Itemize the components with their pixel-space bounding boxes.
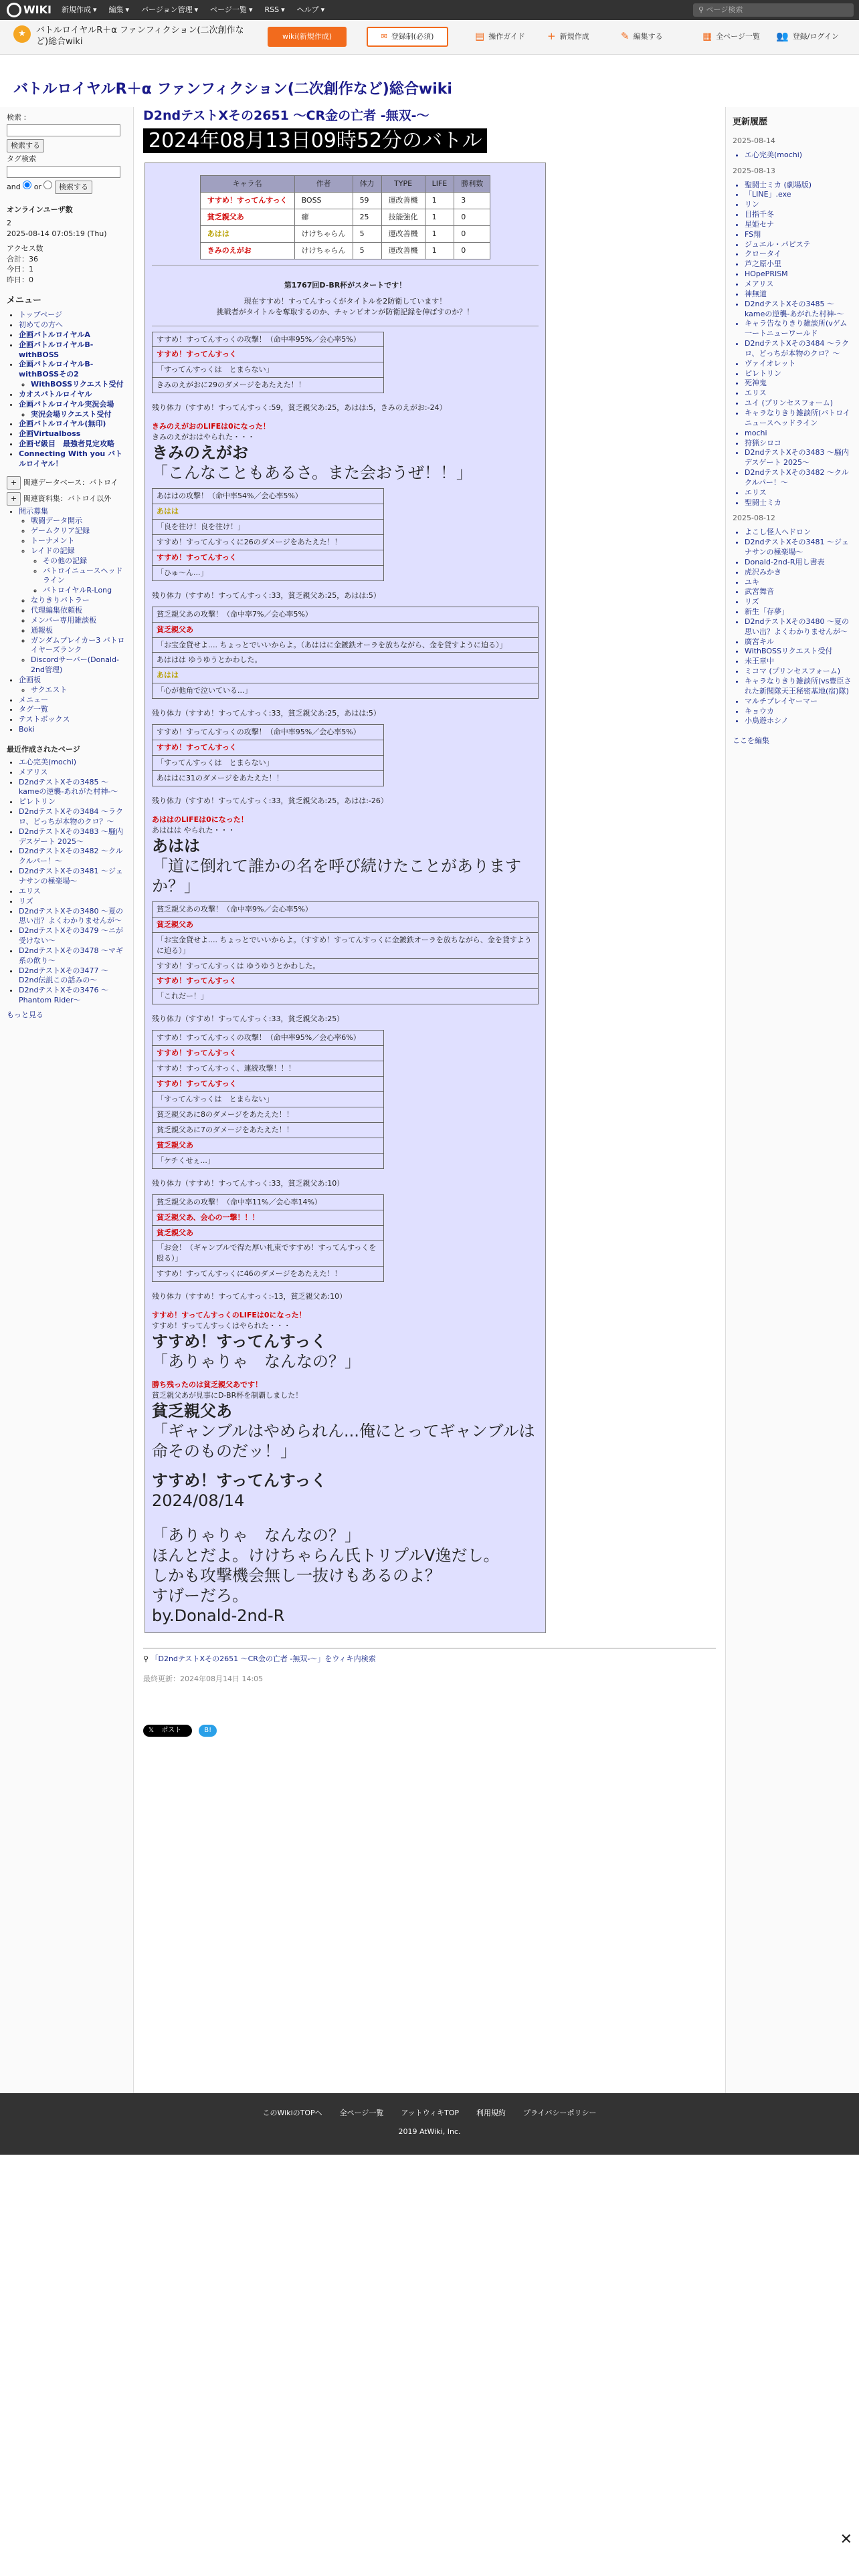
mail-icon: ✉ — [381, 32, 387, 41]
attack-line: あははの攻撃！（命中率54%／会心率5%） — [157, 492, 302, 501]
sidebar-search-button[interactable]: 検索する — [7, 139, 44, 152]
attack-block — [152, 607, 539, 700]
history-link[interactable]: 武宮舞音 — [745, 587, 774, 597]
last-words: 「こんなこともあるさ。また会おうぜ！！」 — [152, 463, 473, 483]
register-button[interactable]: ✉ 登録制(必須) — [367, 27, 448, 47]
sidebar-item[interactable]: その他の記録 — [43, 556, 87, 565]
history-link[interactable]: よこし怪人ヘドロン — [745, 528, 811, 537]
attack-line: 「ケチくせぇ...」 — [153, 1153, 383, 1168]
battle-heading: 2024年08月13日09時52分のバトル — [143, 128, 487, 154]
sidebar-item[interactable]: 企画バトルロイヤルB-withBOSS — [19, 340, 94, 359]
table-row: きみのえがお けけちゃらん 5 運改善機 1 0 — [200, 242, 490, 259]
attack-line: 「お宝金貸せよ.... ちょっとでいいからよ。（あははに金鍍鉄オーラを放ちながら、金を貸すように迫る）」 — [153, 637, 538, 653]
last-words-name: すすめ！すってんすっく — [152, 1332, 327, 1352]
sidebar-item[interactable]: バトロイニュースヘッドライン — [43, 566, 123, 585]
knockout-block: きみのえがおのLIFEは0になった！ きみのえがおはやられた・・・ — [152, 422, 270, 442]
attack-line: 「ひゅ〜ん...」 — [153, 565, 383, 580]
remaining-hp: 残り体力（すすめ！すってんすっく:33，貧乏親父あ:25，あはは:-26） — [152, 796, 388, 805]
history-link[interactable]: D2ndテストXその3484 〜ラクロ、どっちが本物のクロ？〜 — [745, 339, 850, 358]
last-words-name: あはは — [152, 836, 200, 855]
or-radio[interactable] — [43, 181, 52, 189]
tag-search-input[interactable] — [7, 166, 120, 178]
sidebar-item[interactable]: メニュー — [19, 695, 48, 704]
hatena-bookmark-button[interactable]: B! — [199, 1725, 217, 1737]
sidebar-item[interactable]: 通報板 — [31, 625, 53, 635]
recent-page-link[interactable]: リズ — [19, 896, 33, 905]
login-button[interactable]: 👥 登録/ログイン — [769, 27, 846, 47]
menu-new[interactable]: 新規作成 ▾ — [62, 5, 97, 15]
history-link[interactable]: 新生「存夢」 — [745, 607, 789, 617]
guide-icon: ▤ — [475, 30, 485, 43]
remaining-hp: 残り体力（すすめ！すってんすっく:33，貧乏親父あ:25，あはは:5） — [152, 709, 381, 718]
sidebar-search-input[interactable] — [7, 124, 120, 136]
footer-link-atwiki[interactable]: アットウィキTOP — [401, 2109, 460, 2117]
users-icon: 👥 — [776, 30, 789, 43]
last-words: 「ギャンブルはやめられん...俺にとってギャンブルは命そのものだッ！」 — [152, 1421, 535, 1461]
tag-search-button[interactable]: 検索する — [55, 181, 92, 194]
recent-page-link[interactable]: エリス — [19, 886, 41, 895]
attack-block — [152, 724, 384, 786]
history-link[interactable]: キョウカ — [745, 706, 774, 716]
sidebar-submenu — [7, 507, 126, 735]
recent-page-link[interactable]: D2ndテストXその3481 〜ジェナサンの極楽場〜 — [19, 867, 123, 885]
history-link[interactable]: エ心完美(mochi) — [745, 150, 803, 159]
more-link[interactable]: もっと見る — [7, 1010, 43, 1019]
history-link[interactable]: リン — [745, 200, 759, 209]
sidebar-item[interactable]: 初めての方へ — [19, 320, 63, 329]
attack-line: すすめ！すってんすっく — [153, 1076, 383, 1091]
main-content: D2ndテストXその2651 〜CR金の亡者 -無双-〜 2024年08月13日09時52分のバトル キャラ名 作者 体力 TYPE LIFE 勝利数 すすめ！すってんすっく BOSS 59 運改善機 1 3 貧乏親父あ 癖 25 技能強化 1 0 あはは けけちゃらん 5 運改善機 1 0 きみのえがお けけちゃらん 5 運改善機 1 0 第1767回D-BR杯がスタートです！ 現在すすめ！すってんすっくがタイトルを2防衛しています！ 挑戦者がタイトルを奪取するのか、チャンピオンが防衛記録を伸ばすのか？！ すすめ！すってんすっくの攻撃！（命中率95%／会心率5%） すすめ！すってんすっく 「すってんすっくは とまらない」 きみのえがおに29のダメージをあたえた！！ 残り体力（すすめ！すってんすっく:59，貧乏親父あ:25，あはは:5，きみのえがお:-24） きみのえがおのLIFEは0になった！ きみのえがおはやられた・・・ きみのえがお 「こんなこともあるさ。また会おうぜ！！」 あははの攻撃！（命中率54%／会心率5%） あはは 「良を往け！良を往け！」 すすめ！すってんすっくに26のダメージをあたえた！！ すすめ！すってんすっく 「ひゅ〜ん...」 残り体力（すすめ！すってんすっく:33，貧乏親父あ:25，あはは:5） 貧乏親父あの攻撃！（命中率7%／会心率5%） 貧乏親父あ 「お宝金貸せよ.... ちょっとでいいからよ。（あははに金鍍鉄オーラを放ちながら、金を貸すように迫る）」 あははは ゆうゆうとかわした。 あはは 「心が他角で泣いている...」 残り体力（すすめ！すってんすっく:33，貧乏親父あ:25，あはは:5） すすめ！すってんすっくの攻撃！（命中率95%／会心率5%） すすめ！すってんすっく 「すってんすっくは とまらない」 あははに31のダメージをあたえた！！ 残り体力（すすめ！すってんすっく:33，貧乏親父あ:25，あはは:-26） あははのLIFEは0になった！ あははは やられた・・・ あはは 「道に倒れて誰かの名を呼び続けたことがありますか？」 貧乏親父あの攻撃！（命中率9%／会心率5%） 貧乏親父あ 「お宝金貸せよ.... ちょっとでいいからよ。（すすめ！すってんすっくに金鍍鉄オーラを放ちながら、金を貸すように迫る）」 すすめ！すってんすっくは ゆうゆうとかわした。 すすめ！すってんすっく 「これだー！」 残り体力（すすめ！すってんすっく:33，貧乏親父あ:25） すすめ！すってんすっくの攻撃！（命中率95%／会心率6%） すすめ！すってんすっく すすめ！すってんすっく、連続攻撃！！！ すすめ！すってんすっく 「すってんすっくは とまらない」 貧乏親父あに8のダメージをあたえた！！ 貧乏親父あに7のダメージをあたえた！！ 貧乏親父あ 「ケチくせぇ...」 残り体力（すすめ！すってんすっく:33，貧乏親父あ:10） 貧乏親父あの攻撃！（命中率11%／会心率14%） 貧乏親父あ、会心の一撃！！！ 貧乏親父あ 「お金！（ギャンブルで得た厚い札束ですすめ！すってんすっくを殴る）」 すすめ！すってんすっくに46のダメージをあたえた！！ 残り体力（すすめ！すってんすっく:-13，貧乏親父あ:10） すすめ！すってんすっくのLIFEは0になった！ すすめ！すってんすっくはやられた・・・ すすめ！すってんすっく 「ありゃりゃ なんなの？」 勝ち残ったのは貧乏親父あです！ 貧乏親父あが見事にD-BR杯を制覇しました！ 貧乏親父あ 「ギャンブルはやめられん...俺にとってギャンブルは命そのものだッ！」 すすめ！すってんすっく 2024/08/14 「ありゃりゃ なんなの？」 ほんとだよ。けけちゃらん氏トリプルV逸だし。 しかも攻撃機会無し一抜けもあるのよ？ すげーだろ。 by.Donald-2nd-R ⚲ 「D2ndテストXその2651 〜CR金の亡者 -無双-〜」をウィキ内検索 最終更新：2024年08月14日 14:05 𝕏 ポスト B! — [143, 107, 716, 1737]
sidebar-item[interactable]: 開示募集 — [19, 506, 48, 516]
attack-line: 「すってんすっくは とまらない」 — [153, 1091, 383, 1107]
top-bar — [0, 0, 859, 20]
attack-line: すすめ！すってんすっくの攻撃！（命中率95%／会心率5%） — [157, 728, 361, 737]
attack-line: 貧乏親父あに8のダメージをあたえた！！ — [153, 1107, 383, 1122]
history-link[interactable]: メアリス — [745, 280, 774, 288]
history-link[interactable]: D2ndテストXその3485 〜kameの逆襲-あがれた村神-〜 — [745, 299, 844, 318]
menu-pages[interactable]: ページ一覧 ▾ — [210, 5, 253, 15]
site-icon: ★ — [13, 25, 31, 43]
attack-block — [152, 1194, 384, 1283]
footer-link-pages[interactable]: 全ページ一覧 — [339, 2109, 384, 2117]
menu-version[interactable]: バージョン管理 ▾ — [141, 5, 199, 15]
sidebar-item[interactable]: 実況会場リクエスト受付 — [31, 409, 112, 419]
attack-line: 「これだー！」 — [153, 988, 538, 1004]
history-link[interactable]: 聖闘士ミカ (劇場版) — [745, 180, 812, 189]
sidebar-item[interactable]: 企画バトルロイヤル(無印) — [19, 419, 106, 429]
history-link[interactable]: 神無道 — [745, 289, 767, 298]
last-words-name: 貧乏親父あ — [152, 1401, 232, 1420]
sidebar-item[interactable]: なりきりバトラー — [31, 596, 90, 605]
site-search-link[interactable]: 「D2ndテストXその2651 〜CR金の亡者 -無双-〜」をウィキ内検索 — [151, 1654, 376, 1663]
history-link[interactable]: WithBOSSリクエスト受付 — [745, 647, 833, 656]
sidebar-item[interactable]: 戦闘データ開示 — [31, 516, 82, 526]
attack-line: 貧乏親父あ — [153, 917, 538, 932]
sidebar-item[interactable]: 企画バトルロイヤル実況会場 — [19, 399, 114, 409]
last-words: 「道に倒れて誰かの名を呼び続けたことがありますか？」 — [152, 856, 521, 895]
last-words: 「ありゃりゃ なんなの？」 — [152, 1352, 361, 1372]
sidebar-item[interactable]: Discordサーバー(Donald-2nd管理) — [31, 655, 120, 675]
pencil-icon: ✎ — [621, 30, 630, 43]
history-link[interactable]: D2ndテストXその3483 〜騒内デスゲート 2025〜 — [745, 448, 850, 467]
sidebar-item[interactable]: 企画Virtualboss — [19, 429, 81, 439]
sidebar-item[interactable]: メンバー専用雑談板 — [31, 615, 97, 625]
footer-link-privacy[interactable]: プライバシーポリシー — [523, 2109, 597, 2117]
history-link[interactable]: 聖闘士ミカ — [745, 498, 781, 507]
site-header — [0, 20, 859, 55]
attack-block — [152, 332, 384, 394]
history-list — [733, 150, 852, 160]
sidebar-menu — [7, 310, 126, 469]
create-wiki-button[interactable]: wiki(新規作成) — [268, 27, 347, 47]
sidebar-item[interactable]: トップページ — [19, 310, 63, 320]
edit-button[interactable]: ✎ 編集する — [614, 27, 670, 47]
history-link[interactable]: キャラ告なりきり雑談所(vゲム一ートニューワールド — [745, 319, 848, 338]
expand-button[interactable]: + — [7, 476, 21, 490]
remaining-hp: 残り体力（すすめ！すってんすっく:33，貧乏親父あ:25，あはは:5） — [152, 591, 381, 600]
attack-line: すすめ！すってんすっくの攻撃！（命中率95%／会心率5%） — [157, 334, 361, 344]
history-link[interactable]: ジュエル・パピステ — [745, 239, 811, 249]
attack-line: すすめ！すってんすっくは ゆうゆうとかわした。 — [153, 958, 538, 974]
history-link[interactable]: 目指千冬 — [745, 210, 774, 219]
left-sidebar: 検索 : 検索する タグ検索 and or 検索する オンラインユーザ数 2 2025-08-14 07:05:19 (Thu) アクセス数 合計：36 今日：1 昨日：0 メニュー • トップページ • 初めての方へ • 企画バトルロイヤルA • 企画バトルロイヤルB-withBOSS • 企画バトルロイヤルB-withBOSSその2 ◦ WithBOSSリクエスト受付 • カオスバトルロイヤル • 企画バトルロイヤル実況会場 ◦ 実況会場リクエスト受付 • 企画バトルロイヤル(無印) • 企画Virtualboss • 企画ゼ級目 最強者見定攻略 • Connecting With you バトルロイヤル！ + 関連データベース：バトロイ + 関連資料集：バトロイ以外 • 開示募集 ◦ 戦闘データ開示 ◦ ゲームクリア記録 ◦ トーナメント ◦ レイドの記録 ◦ その他の記録 ◦ バトロイニュースヘッドライン ◦ バトロイヤルR-Long ◦ なりきりバトラー ◦ 代理編集依頼板 ◦ メンバー専用雑談板 ◦ 通報板 ◦ ガンダムブレイカー3 バトロイヤーズランク ◦ Discordサーバー(Donald-2nd管理) • 企画板 ◦ サクエスト • メニュー • タグ一覧 • テストボックス • Boki 最近作成されたページ • エ心完美(mochi) • メアリス • D2ndテストXその3485 〜kameの逆襲-あれがた村神-〜 • ピレトリン • D2ndテストXその3484 〜ラクロ、どっちが本物のクロ？〜 • D2ndテストXその3483 〜騒内デスゲート 2025〜 • D2ndテストXその3482 〜クルクルパー！〜 • D2ndテストXその3481 〜ジェナサンの極楽場〜 • エリス • リズ • D2ndテストXその3480 〜夏の思い出？よくわかりませんが〜 • D2ndテストXその3479 〜ニが受けない〜 • D2ndテストXその3478 〜マギ系の飲り〜 • D2ndテストXその3477 〜D2nd伝説この話みの〜 • D2ndテストXその3476 〜Phantom Rider〜 もっと見る — [0, 107, 134, 2113]
history-link[interactable]: クロータイ — [745, 249, 781, 259]
attack-line: すすめ！すってんすっくに26のダメージをあたえた！！ — [153, 534, 383, 550]
atwiki-logo[interactable]: WIKI — [0, 0, 62, 20]
battle-log — [145, 163, 546, 1633]
footer-link-terms[interactable]: 利用規約 — [476, 2109, 506, 2117]
attack-line: あははは ゆうゆうとかわした。 — [153, 652, 538, 667]
tweet-button[interactable]: 𝕏 ポスト — [143, 1725, 192, 1737]
sidebar-item[interactable]: 代理編集依頼板 — [31, 605, 82, 615]
table-row: あはは けけちゃらん 5 運改善機 1 0 — [200, 225, 490, 242]
sidebar-item[interactable]: トーナメント — [31, 536, 75, 546]
history-link[interactable]: 未王章中 — [745, 657, 774, 666]
attack-line: 「心が他角で泣いている...」 — [153, 683, 538, 698]
attack-line: 「お金！（ギャンブルで得た厚い札束ですすめ！すってんすっくを殴る）」 — [153, 1240, 383, 1266]
history-list — [733, 528, 852, 726]
remaining-hp: 残り体力（すすめ！すってんすっく:33，貧乏親父あ:10） — [152, 1178, 345, 1188]
knockout-block: あははのLIFEは0になった！ あははは やられた・・・ — [152, 815, 248, 835]
menu-help[interactable]: ヘルプ ▾ — [296, 5, 325, 15]
history-link[interactable]: D2ndテストXその3480 〜夏の思い出？よくわかりませんが〜 — [745, 617, 850, 636]
battle-start: 第1767回D-BR杯がスタートです！ 現在すすめ！すってんすっくがタイトルを2防衛しています！ 挑戦者がタイトルを奪取するのか、チャンピオンが防衛記録を伸ばすのか？！ — [216, 280, 474, 316]
recent-page-link[interactable]: D2ndテストXその3485 〜kameの逆襲-あれがた村神-〜 — [19, 777, 118, 796]
menu-edit[interactable]: 編集 ▾ — [108, 5, 130, 15]
history-link[interactable]: エリス — [745, 389, 767, 398]
last-words-name: きみのえがお — [152, 443, 248, 463]
knockout-block: 勝ち残ったのは貧乏親父あです！ 貧乏親父あが見事にD-BR杯を制覇しました！ — [152, 1380, 303, 1400]
attack-line: すすめ！すってんすっく、連続攻撃！！！ — [153, 1061, 383, 1076]
all-pages-button[interactable]: ▦ 全ページ一覧 — [696, 27, 767, 47]
attack-line: 貧乏親父あの攻撃！（命中率9%／会心率5%） — [157, 904, 312, 914]
attack-line: 「良を往け！良を往け！」 — [153, 519, 383, 534]
attack-line: きみのえがおに29のダメージをあたえた！！ — [153, 377, 383, 393]
history-link[interactable]: ヴァイオレット — [745, 358, 796, 368]
battle-events — [152, 332, 539, 1461]
sidebar-item[interactable]: テストボックス — [19, 715, 70, 724]
sidebar-item[interactable]: 企画バトルロイヤルB-withBOSSその2 — [19, 360, 94, 379]
attack-line: あはは — [153, 667, 538, 683]
sidebar-item[interactable]: 企画ゼ級目 最強者見定攻略 — [19, 439, 114, 449]
history-link[interactable]: キャラなりきり雑談所(vs豊臣された新聞隊天王秘密基地(宿)隊) — [745, 677, 852, 695]
remaining-hp: 残り体力（すすめ！すってんすっく:-13，貧乏親父あ:10） — [152, 1292, 347, 1301]
history-link[interactable]: リズ — [745, 597, 759, 607]
history-link[interactable]: 芦之原小里 — [745, 259, 781, 269]
attack-line: 「お宝金貸せよ.... ちょっとでいいからよ。（すすめ！すってんすっくに金鍍鉄オーラを放ちながら、金を貸すように迫る）」 — [153, 932, 538, 958]
history-link[interactable]: 星姫セナ — [745, 219, 774, 229]
attack-line: 貧乏親父あ — [153, 622, 538, 637]
history-link[interactable]: HOpePRISM — [745, 270, 788, 279]
sidebar-item[interactable]: ゲームクリア記録 — [31, 526, 90, 536]
history-link[interactable]: D2ndテストXその3482 〜クルクルパー！〜 — [745, 468, 849, 487]
recent-page-link[interactable]: D2ndテストXその3480 〜夏の思い出？よくわかりませんが〜 — [19, 906, 124, 926]
history-link[interactable]: ユキ — [745, 577, 759, 586]
attack-line: あははに31のダメージをあたえた！！ — [153, 770, 383, 786]
history-date: 2025-08-14 — [733, 136, 775, 145]
knockout-block: すすめ！すってんすっくのLIFEは0になった！ すすめ！すってんすっくはやられた・・・ — [152, 1311, 306, 1331]
history-link[interactable]: 虎沢みかき — [745, 567, 781, 576]
sidebar-item[interactable]: Connecting With you バトルロイヤル！ — [19, 449, 122, 468]
recent-page-link[interactable]: D2ndテストXその3478 〜マギ系の飲り〜 — [19, 946, 124, 965]
status-table: キャラ名 作者 体力 TYPE LIFE 勝利数 すすめ！すってんすっく BOSS 59 運改善機 1 3 貧乏親父あ 癖 25 技能強化 1 0 あはは けけちゃらん 5 運改善機 1 0 きみのえがお けけちゃらん 5 運改善機 1 0 — [200, 175, 490, 259]
battle-ending: すすめ！すってんすっく 2024/08/14 「ありゃりゃ なんなの？」 ほんとだよ。けけちゃらん氏トリプルV逸だし。 しかも攻撃機会無し一抜けもあるのよ？ すげーだろ。 by.Donald-2nd-R — [152, 1471, 500, 1625]
close-icon[interactable]: ✕ — [840, 2531, 852, 2548]
sidebar-item[interactable]: WithBOSSリクエスト受付 — [31, 380, 124, 389]
footer-link-top[interactable]: このWikiのTOPへ — [262, 2109, 322, 2117]
history-link[interactable]: D2ndテストXその3481 〜ジェナサンの極楽場〜 — [745, 538, 849, 557]
recent-page-link[interactable]: D2ndテストXその3476 〜Phantom Rider〜 — [19, 986, 109, 1005]
recent-page-link[interactable]: エ心完美(mochi) — [19, 757, 77, 766]
edit-here-link[interactable]: ここを編集 — [733, 736, 769, 746]
expand-button[interactable]: + — [7, 492, 21, 506]
attack-block — [152, 901, 539, 1005]
history-link[interactable]: 小鳥遊ホシノ — [745, 716, 789, 726]
sidebar-item[interactable]: ガンダムブレイカー3 バトロイヤーズランク — [31, 635, 125, 655]
table-row: 貧乏親父あ 癖 25 技能強化 1 0 — [200, 209, 490, 225]
list-icon: ▦ — [702, 30, 712, 43]
attack-line: すすめ！すってんすっくの攻撃！（命中率95%／会心率6%） — [157, 1033, 361, 1043]
new-page-button[interactable]: + 新規作成 — [541, 27, 596, 47]
attack-line: すすめ！すってんすっく — [153, 550, 383, 565]
logo-ring-icon — [7, 3, 21, 17]
attack-line: 貧乏親父あ — [153, 1138, 383, 1153]
history-link[interactable]: エリス — [745, 488, 767, 497]
sidebar-item[interactable]: Boki — [19, 725, 35, 734]
attack-line: あはは — [153, 504, 383, 519]
recent-page-link[interactable]: ピレトリン — [19, 797, 56, 807]
history-link[interactable]: ユイ (プリンセスフォーム) — [745, 399, 834, 408]
history-link[interactable]: 狩猟シロコ — [745, 438, 781, 447]
attack-block — [152, 1030, 384, 1168]
recent-page-link[interactable]: メアリス — [19, 767, 48, 776]
recent-page-link[interactable]: D2ndテストXその3479 〜ニが受けない〜 — [19, 926, 124, 946]
history-date: 2025-08-12 — [733, 514, 775, 523]
history-link[interactable]: 廣宮キル — [745, 637, 774, 646]
search-icon: ⚲ — [143, 1654, 151, 1663]
remaining-hp: 残り体力（すすめ！すってんすっく:59，貧乏親父あ:25，あはは:5，きみのえがお:-24） — [152, 403, 447, 413]
attack-line: すすめ！すってんすっく — [153, 973, 538, 988]
history-link[interactable]: 死神鬼 — [745, 379, 767, 388]
attack-line: すすめ！すってんすっく — [153, 346, 383, 362]
recent-page-link[interactable]: D2ndテストXその3484 〜ラクロ、どっちが本物のクロ？〜 — [19, 807, 124, 826]
sidebar-item[interactable]: サクエスト — [31, 685, 68, 694]
sidebar-item[interactable]: バトロイヤルR-Long — [43, 586, 112, 595]
attack-line: 「すってんすっくは とまらない」 — [153, 362, 383, 377]
page-title: D2ndテストXその2651 〜CR金の亡者 -無双-〜 — [143, 108, 430, 123]
recent-page-link[interactable]: D2ndテストXその3477 〜D2nd伝説この話みの〜 — [19, 966, 109, 985]
wiki-title[interactable]: バトルロイヤルR＋α ファンフィクション(二次創作など)総合wiki — [13, 81, 452, 98]
attack-line: すすめ！すってんすっく — [153, 740, 383, 755]
sidebar-item[interactable]: 企画バトルロイヤルA — [19, 330, 90, 339]
sidebar-item[interactable]: カオスバトルロイヤル — [19, 389, 92, 399]
sidebar-item[interactable]: 企画板 — [19, 675, 41, 684]
site-name[interactable]: ★ バトルロイヤルR＋α ファンフィクション(二次創作など)総合wiki — [13, 25, 254, 48]
menu-rss[interactable]: RSS ▾ — [264, 5, 285, 15]
recent-page-link[interactable]: D2ndテストXその3482 〜クルクルパー！〜 — [19, 847, 123, 866]
guide-button[interactable]: ▤ 操作ガイド — [468, 27, 532, 47]
recent-page-link[interactable]: D2ndテストXその3483 〜騒内デスゲート 2025〜 — [19, 827, 124, 846]
history-link[interactable]: FS翔 — [745, 229, 761, 239]
attack-line: すすめ！すってんすっく — [153, 1045, 383, 1061]
attack-line: 貧乏親父あの攻撃！（命中率11%／会心率14%） — [157, 1197, 322, 1206]
history-link[interactable]: mochi — [745, 428, 767, 437]
history-list — [733, 181, 852, 508]
history-link[interactable]: ミコマ (プリンセスフォーム) — [745, 667, 841, 676]
history-link[interactable]: Donald-2nd-R用し書表 — [745, 557, 825, 566]
plus-icon: + — [547, 30, 556, 43]
sidebar-item[interactable]: タグ一覧 — [19, 705, 48, 714]
attack-line: 貧乏親父あに7のダメージをあたえた！！ — [153, 1122, 383, 1138]
top-menu — [62, 5, 324, 15]
attack-line: 「すってんすっくは とまらない」 — [153, 755, 383, 770]
history-link[interactable]: ピレトリン — [745, 368, 781, 378]
remaining-hp: 残り体力（すすめ！すってんすっく:33，貧乏親父あ:25） — [152, 1014, 345, 1024]
history-link[interactable]: マルチプレイヤーマー — [745, 696, 818, 706]
table-row: すすめ！すってんすっく BOSS 59 運改善機 1 3 — [200, 192, 490, 209]
history-link[interactable]: 「LINE」.exe — [745, 190, 791, 199]
attack-line: 貧乏親父あ、会心の一撃！！！ — [153, 1210, 383, 1225]
page-search-input[interactable]: ⚲ ページ検索 — [693, 3, 854, 17]
page-footer: このWikiのTOPへ 全ページ一覧 アットウィキTOP 利用規約 プライバシーポリシー 2019 AtWiki, Inc. — [0, 2093, 859, 2155]
attack-line: 貧乏親父あの攻撃！（命中率7%／会心率5%） — [157, 609, 312, 619]
attack-line: すすめ！すってんすっくに46のダメージをあたえた！！ — [153, 1266, 383, 1281]
search-icon: ⚲ — [698, 5, 706, 15]
recent-pages-list — [7, 758, 126, 1006]
history-link[interactable]: キャラなりきり雑談所(バトロイニュースヘッドライン — [745, 408, 850, 427]
attack-line: 貧乏親父あ — [153, 1225, 383, 1241]
attack-block — [152, 488, 384, 581]
and-radio[interactable] — [23, 181, 31, 189]
sidebar-item[interactable]: レイドの記録 — [31, 546, 75, 555]
history-date: 2025-08-13 — [733, 166, 775, 175]
right-sidebar: 更新履歴 2025-08-14 • エ心完美(mochi) 2025-08-13 • 聖闘士ミカ (劇場版) • 「LINE」.exe • リン • 目指千冬 • 星姫セナ • FS翔 • ジュエル・パピステ • クロータイ • 芦之原小里 • HOpePRISM • メアリス • 神無道 • D2ndテストXその3485 〜kameの逆襲-あがれた村神-〜 • キャラ告なりきり雑談所(vゲム一ートニューワールド • D2ndテストXその3484 〜ラクロ、どっちが本物のクロ？〜 • ヴァイオレット • ピレトリン • 死神鬼 • エリス • ユイ (プリンセスフォーム) • キャラなりきり雑談所(バトロイニュースヘッドライン • mochi • 狩猟シロコ • D2ndテストXその3483 〜騒内デスゲート 2025〜 • D2ndテストXその3482 〜クルクルパー！〜 • エリス • 聖闘士ミカ 2025-08-12 • よこし怪人ヘドロン • D2ndテストXその3481 〜ジェナサンの極楽場〜 • Donald-2nd-R用し書表 • 虎沢みかき • ユキ • 武宮舞音 • リズ • 新生「存夢」 • D2ndテストXその3480 〜夏の思い出？よくわかりませんが〜 • 廣宮キル • WithBOSSリクエスト受付 • 未王章中 • ミコマ (プリンセスフォーム) • キャラなりきり雑談所(vs豊臣された新聞隊天王秘密基地(宿)隊) • マルチプレイヤーマー • キョウカ • 小鳥遊ホシノ ここを編集 — [725, 107, 859, 2113]
